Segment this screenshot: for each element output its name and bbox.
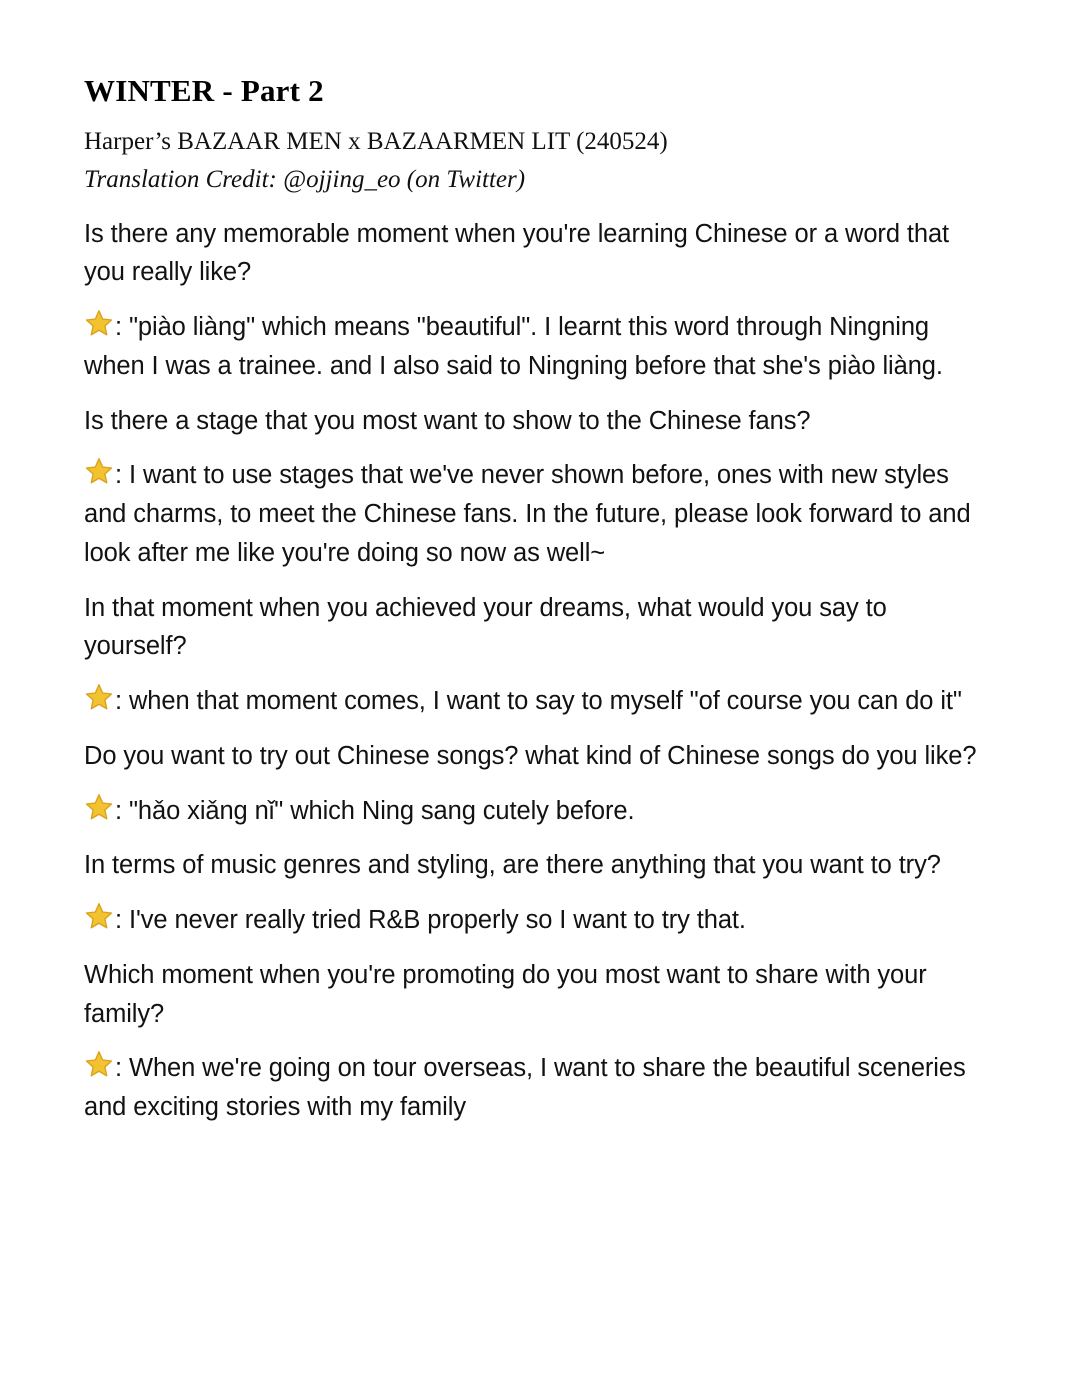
star-icon <box>84 682 114 712</box>
qa-item <box>84 846 996 940</box>
question-text: Which moment when you're promoting do you most want to share with your family? <box>84 960 927 1028</box>
qa-item <box>84 215 996 386</box>
qa-item <box>84 956 996 1127</box>
speaker-prefix: : <box>115 313 129 342</box>
answer-paragraph <box>84 308 996 386</box>
qa-item <box>84 402 996 573</box>
answer-paragraph <box>84 901 996 940</box>
answer-text: When we're going on tour overseas, I want to share the beautiful sceneries and exciting stories with my family <box>84 1054 966 1122</box>
question-text: In that moment when you achieved your dreams, what would you say to yourself? <box>84 593 887 661</box>
star-icon <box>84 901 114 931</box>
answer-text: I've never really tried R&B properly so I want to try that. <box>128 906 746 935</box>
question-text: In terms of music genres and styling, are there anything that you want to try? <box>84 851 941 880</box>
answer-text: when that moment comes, I want to say to myself "of course you can do it" <box>128 687 962 716</box>
speaker-prefix: : <box>115 906 129 935</box>
speaker-prefix: : <box>115 461 129 490</box>
star-icon <box>84 308 114 338</box>
question-text: Is there a stage that you most want to show to the Chinese fans? <box>84 406 811 435</box>
answer-paragraph <box>84 456 996 572</box>
answer-text: I want to use stages that we've never shown before, ones with new styles and charms, to meet the Chinese fans. In the future, please look forward to and look after me like you're doing so now as well~ <box>84 461 971 567</box>
qa-item <box>84 589 996 721</box>
speaker-prefix: : <box>115 1054 129 1083</box>
answer-paragraph <box>84 682 996 721</box>
translation-credit: Translation Credit: @ojjing_eo (on Twitter) <box>84 165 526 193</box>
star-icon <box>84 792 114 822</box>
star-icon <box>84 1049 114 1079</box>
speaker-prefix: : <box>115 687 129 716</box>
answer-paragraph <box>84 792 996 831</box>
question-text: Do you want to try out Chinese songs? what kind of Chinese songs do you like? <box>84 741 977 770</box>
question-text: Is there any memorable moment when you're learning Chinese or a word that you really like? <box>84 219 950 287</box>
star-icon <box>84 456 114 486</box>
answer-text: "hǎo xiǎng nǐ" which Ning sang cutely before. <box>128 796 635 825</box>
page-title: WINTER - Part 2 <box>84 73 324 108</box>
source-publication: Harper’s BAZAAR MEN x BAZAARMEN LIT (240524) <box>84 128 668 156</box>
answer-text: "piào liàng" which means "beautiful". I learnt this word through Ningning when I was a trainee. and I also said to Ningning before that she's piào liàng. <box>84 313 943 380</box>
speaker-prefix: : <box>115 796 129 825</box>
qa-item <box>84 737 996 831</box>
answer-paragraph <box>84 1049 996 1127</box>
